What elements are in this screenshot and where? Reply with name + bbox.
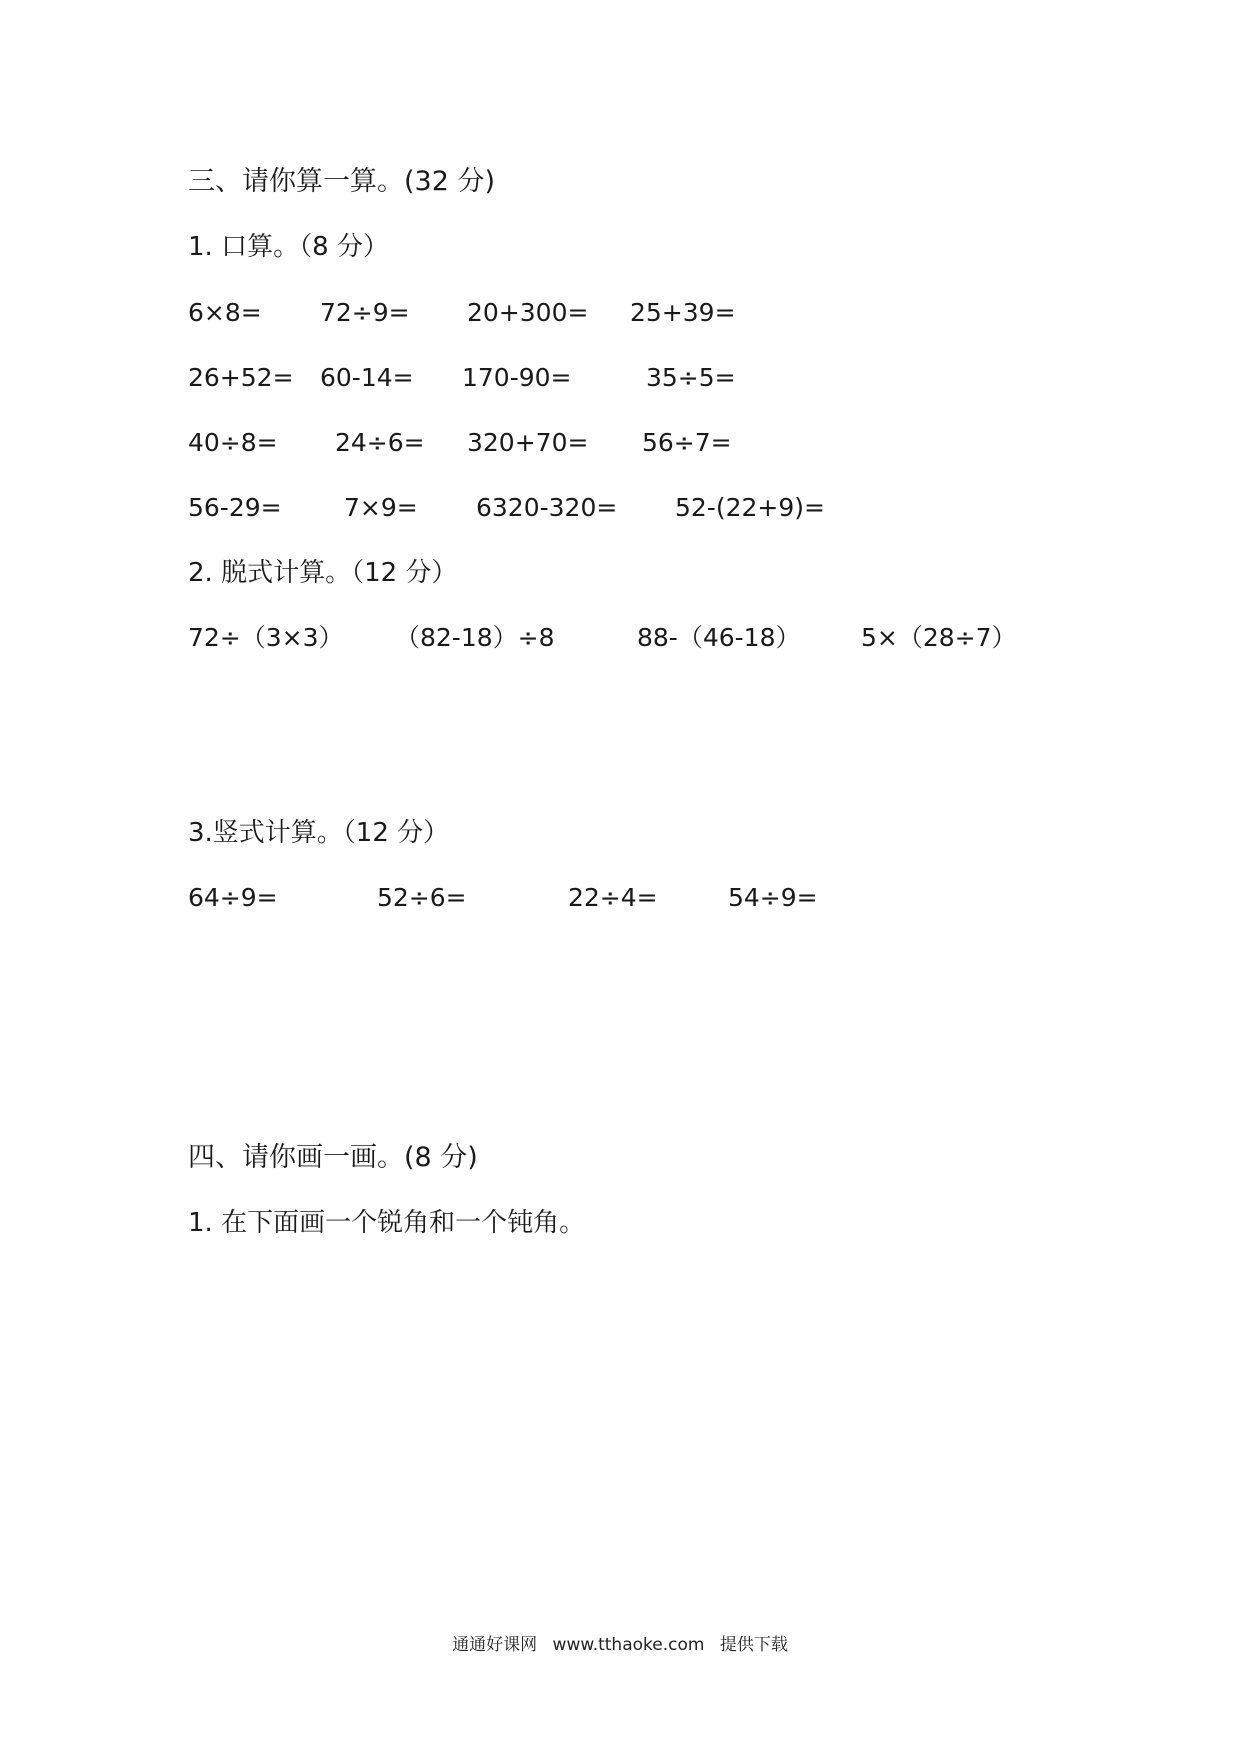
- mental-math-item: 52-(22+9)=: [675, 493, 825, 522]
- step-calc-item: （82-18）÷8: [395, 623, 555, 652]
- mental-math-item: 25+39=: [630, 298, 736, 327]
- footer-url[interactable]: www.tthaoke.com: [552, 1635, 705, 1655]
- mental-math-row-4: [0, 492, 1240, 526]
- footer: [0, 1634, 1240, 1656]
- mental-math-item: 26+52=: [188, 363, 294, 392]
- mental-math-item: 60-14=: [320, 363, 414, 392]
- mental-math-item: 72÷9=: [320, 298, 410, 327]
- mental-math-row-2: [0, 362, 1240, 396]
- vertical-calc-item: 52÷6=: [377, 883, 467, 912]
- q1-title: 1. 口算。（8 分）: [188, 232, 389, 262]
- q2-title: 2. 脱式计算。（12 分）: [188, 558, 458, 588]
- mental-math-item: 40÷8=: [188, 428, 278, 457]
- step-calc-item: 72÷（3×3）: [188, 623, 344, 652]
- mental-math-item: 7×9=: [344, 493, 418, 522]
- q3-title: 3.竖式计算。（12 分）: [188, 818, 450, 848]
- mental-math-item: 6320-320=: [476, 493, 618, 522]
- mental-math-item: 56-29=: [188, 493, 282, 522]
- vertical-calc-item: 54÷9=: [728, 883, 818, 912]
- step-calc-item: 5×（28÷7）: [861, 623, 1017, 652]
- mental-math-row-1: [0, 297, 1240, 331]
- mental-math-item: 320+70=: [467, 428, 589, 457]
- footer-site-name: 通通好课网: [452, 1635, 538, 1655]
- step-calc-item: 88-（46-18）: [637, 623, 801, 652]
- mental-math-item: 170-90=: [462, 363, 572, 392]
- mental-math-row-3: [0, 427, 1240, 461]
- section3-title: 三、请你算一算。(32 分): [188, 166, 496, 197]
- mental-math-item: 56÷7=: [642, 428, 732, 457]
- vertical-calc-item: 64÷9=: [188, 883, 278, 912]
- footer-suffix: 提供下载: [719, 1635, 788, 1655]
- section4-q1-title: 1. 在下面画一个锐角和一个钝角。: [188, 1208, 586, 1238]
- step-calc-row: [0, 622, 1240, 656]
- vertical-calc-row: [0, 882, 1240, 916]
- mental-math-item: 24÷6=: [335, 428, 425, 457]
- mental-math-item: 35÷5=: [646, 363, 736, 392]
- section4-title: 四、请你画一画。(8 分): [188, 1142, 478, 1173]
- vertical-calc-item: 22÷4=: [568, 883, 658, 912]
- mental-math-item: 6×8=: [188, 298, 262, 327]
- mental-math-item: 20+300=: [467, 298, 589, 327]
